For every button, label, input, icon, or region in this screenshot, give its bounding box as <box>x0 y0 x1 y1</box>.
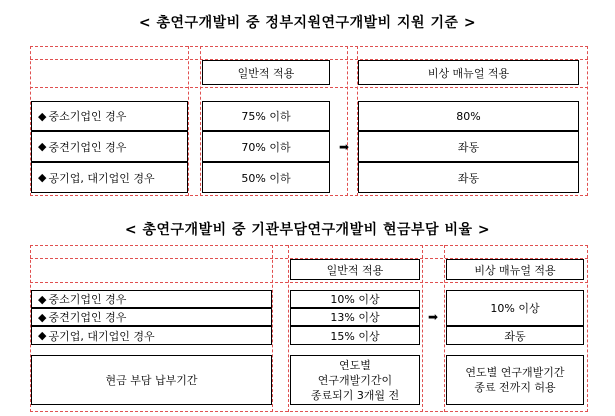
section1-title: < 총연구개발비 중 정부지원연구개발비 지원 기준 > <box>138 15 477 31</box>
section1-dash-v3 <box>347 46 348 196</box>
section2-row1-general: 10% 이상 <box>290 290 420 308</box>
section1-row1-emergency: 80% <box>358 101 579 131</box>
section1-row1-general: 75% 이하 <box>202 101 330 131</box>
section2-row2-general: 13% 이상 <box>290 308 420 326</box>
section1-row2-general: 70% 이하 <box>202 131 330 162</box>
section2-row2-label: ◆ 중견기업인 경우 <box>31 308 272 326</box>
section1-row1-label: ◆ 중소기업인 경우 <box>31 101 188 131</box>
diamond-icon: ◆ <box>38 292 47 306</box>
section2-dash-v3 <box>422 245 423 412</box>
diamond-icon: ◆ <box>38 140 47 153</box>
section1-row3-label: ◆ 공기업, 대기업인 경우 <box>31 162 188 193</box>
right-arrow-icon: ➡ <box>338 140 350 154</box>
section1-row3-emergency: 좌동 <box>358 162 579 193</box>
section2-title: < 총연구개발비 중 기관부담연구개발비 현금부담 비율 > <box>124 222 491 238</box>
section2-dash-v4 <box>444 245 445 412</box>
section1-header-emergency: 비상 매뉴얼 적용 <box>358 60 579 85</box>
section2-row3-label: ◆ 공기업, 대기업인 경우 <box>31 326 272 345</box>
section2-payment-emergency: 연도별 연구개발기간 종료 전까지 허용 <box>446 355 584 405</box>
section1-dash-v2 <box>200 46 201 196</box>
section2-row3-general: 15% 이상 <box>290 326 420 345</box>
diamond-icon: ◆ <box>38 329 47 342</box>
section2-payment-general: 연도별 연구개발기간이 종료되기 3개월 전 <box>290 355 420 405</box>
section2-row1-label: ◆ 중소기업인 경우 <box>31 290 272 308</box>
right-arrow-icon: ➡ <box>427 310 439 324</box>
section1-row3-general: 50% 이하 <box>202 162 330 193</box>
diamond-icon: ◆ <box>38 171 47 184</box>
diamond-icon: ◆ <box>38 310 47 324</box>
diamond-icon: ◆ <box>38 109 47 123</box>
section2-emergency-merged: 10% 이상 <box>446 290 584 326</box>
section1-row2-emergency: 좌동 <box>358 131 579 162</box>
section2-header-general: 일반적 적용 <box>290 259 420 280</box>
section1-row2-label: ◆ 중견기업인 경우 <box>31 131 188 162</box>
section1-dash-h2 <box>30 87 588 88</box>
section2-payment-label: 현금 부담 납부기간 <box>31 355 272 405</box>
section2-dash-v1 <box>272 245 273 412</box>
section2-emergency-last: 좌동 <box>446 326 584 345</box>
section1-header-general: 일반적 적용 <box>202 60 330 85</box>
section2-header-emergency: 비상 매뉴얼 적용 <box>446 259 584 280</box>
section1-dash-v1 <box>188 46 189 196</box>
section2-dash-h2 <box>30 282 588 283</box>
section2-dash-v2 <box>288 245 289 412</box>
